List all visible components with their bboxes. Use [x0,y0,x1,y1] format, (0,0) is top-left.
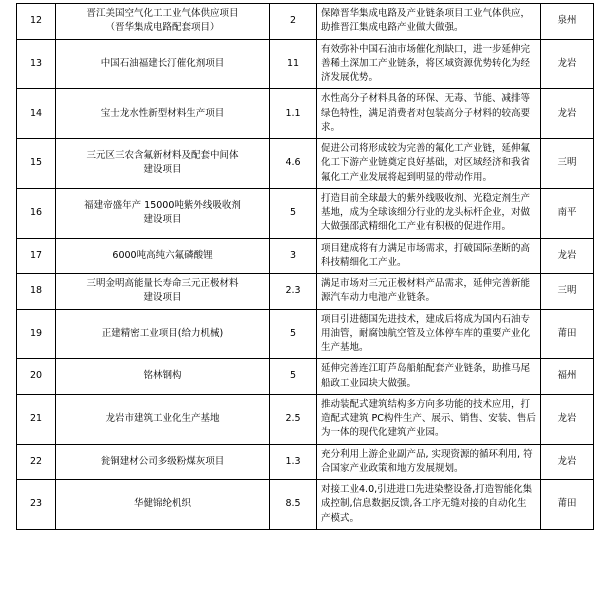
project-name [56,359,270,395]
project-name-line: 建设项目 [143,292,182,304]
table-body [17,4,594,530]
table-row [17,480,594,530]
table-row [17,274,594,310]
project-name [56,39,270,89]
project-description: 充分利用上游企业副产品, 实现资源的循环利用, 符合国家产业政策和地方发展规划。 [317,444,541,480]
project-city: 福州 [541,359,594,395]
investment-amount: 2.5 [270,394,317,444]
project-description: 水性高分子材料具备的环保、无毒、节能、减排等绿色特性，满足消费者对包装高分子材料的较高要求。 [317,89,541,139]
table-row [17,444,594,480]
table-row [17,139,594,189]
project-table [16,3,594,530]
project-name-line: 三明金明高能量长寿命三元正极材料 [86,278,239,289]
row-number: 12 [17,4,56,40]
row-number: 23 [17,480,56,530]
project-name [56,238,270,274]
table-row [17,188,594,238]
investment-amount: 2.3 [270,274,317,310]
table-row [17,89,594,139]
row-number: 17 [17,238,56,274]
project-name-line: 晋江美国空气化工工业气体供应项目 [86,8,239,19]
project-name [56,89,270,139]
row-number: 14 [17,89,56,139]
project-name-line: 铭林钢构 [143,370,182,382]
document-page [0,3,601,596]
project-city: 龙岩 [541,238,594,274]
project-city: 泉州 [541,4,594,40]
project-name [56,480,270,530]
row-number: 19 [17,309,56,359]
project-city: 莆田 [541,480,594,530]
project-city: 龙岩 [541,89,594,139]
project-description: 项目引进德国先进技术，建成后将成为国内石油专用油管，耐腐蚀航空管及立体停车库的重要产业化生产基地。 [317,309,541,359]
investment-amount: 5 [270,309,317,359]
project-name-line: 瓮铜建材公司多级粉煤灰项目 [100,455,225,467]
table-row [17,39,594,89]
project-city: 龙岩 [541,39,594,89]
row-number: 16 [17,188,56,238]
project-name [56,274,270,310]
project-name-line: （晋华集成电路配套项目） [105,22,220,34]
project-city: 三明 [541,139,594,189]
investment-amount: 3 [270,238,317,274]
table-row [17,238,594,274]
table-row [17,359,594,395]
project-name [56,444,270,480]
project-name-line: 建设项目 [143,164,182,176]
investment-amount: 1.3 [270,444,317,480]
project-name-line: 正建精密工业项目(给力机械) [101,327,224,339]
table-row [17,309,594,359]
investment-amount: 8.5 [270,480,317,530]
project-name-line: 三元区三农含氟新材料及配套中间体 [86,150,239,162]
project-city: 南平 [541,188,594,238]
table-row [17,394,594,444]
investment-amount: 5 [270,359,317,395]
project-name-line: 宝士龙水性新型材料生产项目 [100,107,225,119]
project-name [56,188,270,238]
row-number: 22 [17,444,56,480]
project-description: 有效弥补中国石油市场催化剂缺口，进一步延伸完善稀土深加工产业链条，将区域资源优势转化为经济发展优势。 [317,39,541,89]
row-number: 15 [17,139,56,189]
project-description: 保障晋华集成电路及产业链条项目工业气体供应，助推晋江集成电路产业做大做强。 [317,4,541,40]
project-city: 莆田 [541,309,594,359]
investment-amount: 5 [270,188,317,238]
row-number: 18 [17,274,56,310]
project-description: 促进公司将形成较为完善的氟化工产业链，延伸氟化工下游产业链奠定良好基础，对区域经济和我省氟化工产业发展将起到明显的带动作用。 [317,139,541,189]
row-number: 21 [17,394,56,444]
investment-amount: 11 [270,39,317,89]
project-name-line: 龙岩市建筑工业化生产基地 [105,413,220,424]
project-description: 推动装配式建筑结构多方向多功能的技术应用，打造配式建筑 PC构件生产、展示、销售、安装、售后为一体的现代化建筑产业园。 [317,394,541,444]
investment-amount: 4.6 [270,139,317,189]
table-row [17,4,594,40]
row-number: 13 [17,39,56,89]
project-description: 打造目前全球最大的紫外线吸收剂、光稳定剂生产基地，成为全球该细分行业的龙头标杆企业，对做大做强邵武精细化工产业有积极的促进作用。 [317,188,541,238]
project-name [56,309,270,359]
project-name-line: 华健锦纶机织 [133,498,191,510]
project-description: 延伸完善连江耵芦岛船舶配套产业链条，助推马尾船政工业园块大做强。 [317,359,541,395]
project-description: 项目建成将有力满足市场需求，打破国际垄断的高科技精细化工产业。 [317,238,541,274]
project-city: 龙岩 [541,394,594,444]
project-description: 满足市场对三元正极材料产品需求，延伸完善新能源汽车动力电池产业链条。 [317,274,541,310]
project-name-line: 福建帝盛年产 15000吨紫外线吸收剂 [84,199,241,211]
project-city: 三明 [541,274,594,310]
project-name-line: 中国石油福建长汀催化剂项目 [100,57,225,69]
project-name-line: 建设项目 [143,214,182,226]
project-name [56,139,270,189]
project-name [56,394,270,444]
project-city: 龙岩 [541,444,594,480]
project-name [56,4,270,40]
project-description: 对接工业4.0,引进进口先进染整设备,打造智能化集成控制,信息数据反馈,各工序无缝对接的自动化生产模式。 [317,480,541,530]
project-name-line: 6000吨高纯六氟磷酸锂 [112,249,213,261]
row-number: 20 [17,359,56,395]
investment-amount: 1.1 [270,89,317,139]
investment-amount: 2 [270,4,317,40]
